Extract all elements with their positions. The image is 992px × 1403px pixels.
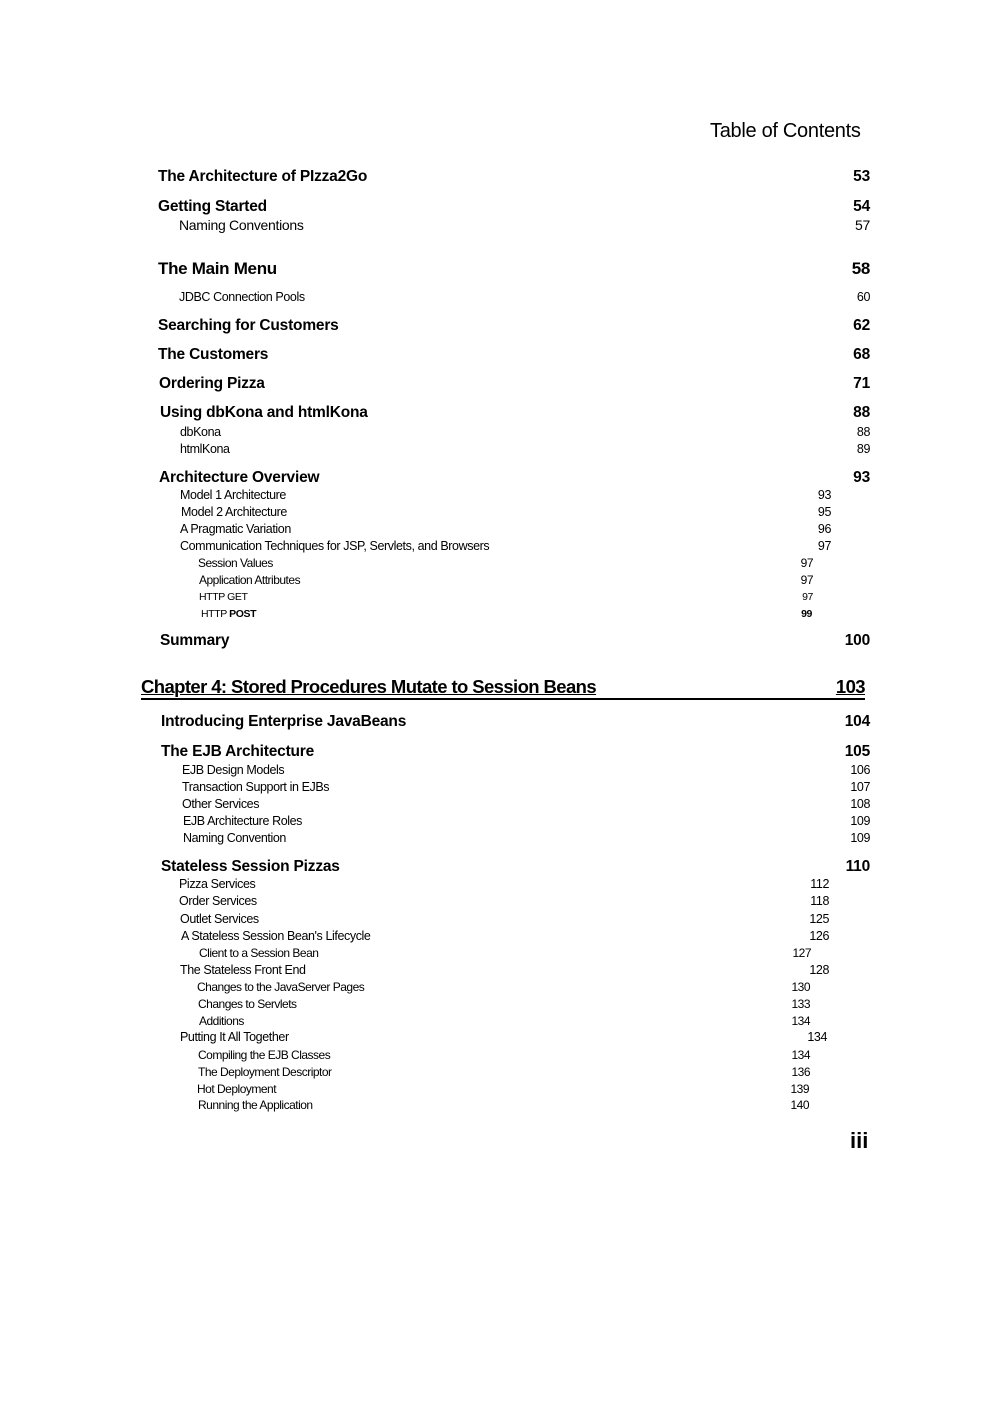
toc-entry-title: Communication Techniques for JSP, Servlets, and Browsers: [180, 539, 490, 553]
toc-entry-title: Changes to Servlets: [198, 997, 297, 1011]
toc-entry-page: 139: [790, 1082, 809, 1096]
toc-entry-page: 109: [850, 814, 870, 828]
toc-entry-page: 107: [850, 780, 870, 794]
toc-entry-page: 97: [802, 591, 813, 603]
toc-entry-page: 105: [844, 743, 870, 760]
toc-entry-page: 71: [853, 375, 870, 392]
toc-entry-title: Naming Convention: [183, 831, 286, 845]
toc-entry-page: 93: [817, 488, 831, 502]
toc-entry-title: Running the Application: [198, 1098, 313, 1112]
toc-entry-page: 58: [851, 259, 870, 278]
toc-entry-page: 100: [844, 632, 870, 649]
toc-entry-page: 106: [850, 763, 870, 777]
toc-entry-title: Hot Deployment: [197, 1082, 277, 1096]
toc-entry-page: 127: [792, 946, 811, 960]
toc-entry-page: 99: [801, 608, 812, 620]
toc-entry-title: Model 1 Architecture: [180, 488, 286, 502]
toc-entry-title: EJB Architecture Roles: [183, 814, 303, 828]
toc-entry-title: HTTP GET: [199, 591, 248, 603]
chapter-page: 103: [835, 676, 865, 697]
toc-entry-page: 128: [809, 963, 829, 977]
chapter-title: Chapter 4: Stored Procedures Mutate to Session Beans: [141, 676, 597, 697]
toc-entry-title: Putting It All Together: [180, 1030, 289, 1044]
toc-entry-page: 57: [855, 217, 870, 233]
toc-entry-title: Client to a Session Bean: [199, 946, 319, 960]
toc-entry-title: A Stateless Session Bean's Lifecycle: [181, 929, 371, 943]
toc-entry-title: Session Values: [198, 556, 273, 570]
toc-entry-page: 88: [856, 425, 870, 439]
toc-entry-title: Getting Started: [158, 198, 267, 215]
toc-entry-page: 134: [791, 1048, 810, 1062]
toc-entry-title: Transaction Support in EJBs: [182, 780, 330, 794]
toc-entry-page: 134: [807, 1030, 827, 1044]
toc-entry-title: Ordering Pizza: [159, 375, 265, 392]
toc-entry-title: Application Attributes: [199, 573, 301, 587]
toc-entry-title: Introducing Enterprise JavaBeans: [161, 713, 407, 730]
toc-entry-title-prefix: HTTP: [201, 608, 230, 620]
toc-entry-title: Order Services: [179, 894, 257, 908]
toc-entry-page: 140: [790, 1098, 809, 1112]
toc-entry-page: 62: [853, 317, 870, 334]
toc-entry-page: 88: [853, 404, 870, 421]
toc-entry-title: JDBC Connection Pools: [179, 290, 305, 304]
toc-entry-title: dbKona: [180, 425, 221, 439]
toc-entry-page: 109: [850, 831, 870, 845]
toc-entry-page: 133: [791, 997, 810, 1011]
toc-entry-title: The EJB Architecture: [161, 743, 315, 760]
toc-entry-title: The Deployment Descriptor: [198, 1065, 332, 1079]
toc-entry-page: 134: [791, 1014, 810, 1028]
toc-entry-title: Naming Conventions: [179, 217, 304, 233]
toc-entry-title: Pizza Services: [179, 877, 256, 891]
toc-entry-title: EJB Design Models: [182, 763, 285, 777]
toc-entry-page: 53: [853, 168, 870, 185]
toc-entry-title: Additions: [199, 1014, 244, 1028]
toc-entry-page: 136: [791, 1065, 810, 1079]
toc-entry-page: 93: [853, 469, 870, 486]
toc-entry-title: Summary: [160, 632, 230, 649]
toc-entry-page: 95: [817, 505, 831, 519]
toc-entry-page: 104: [844, 713, 870, 730]
toc-entry-title: Using dbKona and htmlKona: [160, 404, 368, 421]
toc-entry-title-bold: POST: [229, 608, 257, 620]
toc-entry-title: Compiling the EJB Classes: [198, 1048, 331, 1062]
toc-entry-title: Outlet Services: [180, 912, 259, 926]
toc-entry-page: 125: [809, 912, 829, 926]
toc-entry-title: Changes to the JavaServer Pages: [197, 980, 365, 994]
toc-entry-page: 89: [856, 442, 870, 456]
toc-entry-page: 118: [810, 894, 829, 908]
chapter-heading[interactable]: [141, 676, 865, 700]
toc-entry-title: Searching for Customers: [158, 317, 339, 334]
toc-entry-title: The Customers: [158, 346, 269, 363]
toc-entry-title: The Architecture of PIzza2Go: [158, 168, 368, 185]
toc-entry-page: 68: [853, 346, 870, 363]
toc-entry-page: 126: [809, 929, 829, 943]
toc-entry-page: 97: [817, 539, 831, 553]
toc-entry-title: [201, 608, 256, 620]
toc-entry-page: 96: [817, 522, 831, 536]
toc-entry-title: The Stateless Front End: [180, 963, 306, 977]
toc-entry-title: Stateless Session Pizzas: [161, 858, 340, 875]
toc-entry-page: 130: [791, 980, 810, 994]
page-number: iii: [850, 1128, 869, 1153]
toc-entry-page: 110: [845, 858, 870, 875]
toc-entry-page: 108: [850, 797, 870, 811]
toc-entry-page: 60: [856, 290, 870, 304]
toc-entry-title: htmlKona: [180, 442, 230, 456]
toc-entry-title: Other Services: [182, 797, 260, 811]
toc-entry-title: The Main Menu: [158, 259, 277, 278]
toc-entry-page: 97: [800, 573, 813, 587]
toc-entry-page: 112: [810, 877, 829, 891]
toc-entry-title: Architecture Overview: [159, 469, 320, 486]
toc-entry-page: 97: [800, 556, 813, 570]
page-header-title: Table of Contents: [710, 120, 861, 142]
toc-entry-title: A Pragmatic Variation: [180, 522, 291, 536]
toc-entry-title: Model 2 Architecture: [181, 505, 287, 519]
toc-entry-page: 54: [853, 198, 870, 215]
